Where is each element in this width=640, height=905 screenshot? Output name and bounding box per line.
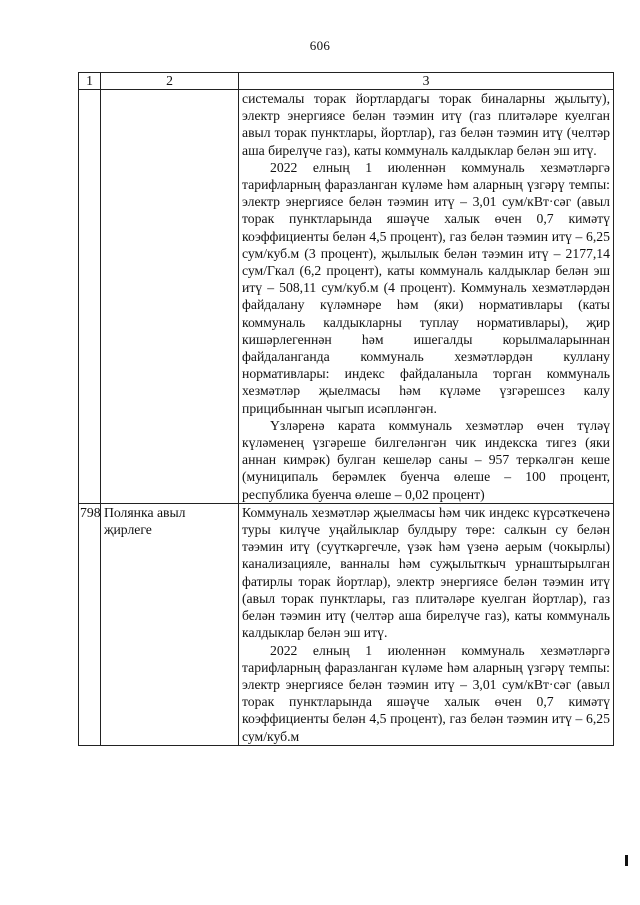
table-row bbox=[79, 503, 614, 745]
paragraph: системалы торак йортлардагы торак биналарны җылыту), электр энергиясе белән тәэмин итү (газ плитәләре куелган авыл торак пунктлары, йортлар), газ белән тәэмин итү (челтәр аша бирелүче газ), каты коммуналь калдыклар белән эш итү. bbox=[242, 91, 610, 158]
margin-mark bbox=[625, 855, 628, 866]
column-header: 3 bbox=[239, 73, 614, 90]
column-header: 2 bbox=[101, 73, 239, 90]
settlement-name-cell bbox=[101, 90, 239, 504]
table-row bbox=[79, 90, 614, 504]
paragraph: 2022 елның 1 июленнән коммуналь хезмәтләргә тарифларның фаразланган күләме һәм аларның үзгәрү темпы: электр энергиясе белән тәэмин итү – 3,01 сум/кВт·сәг (авыл торак пунктларында яшәүче халык өчен 0,7 кимәтү коэффициенты белән 4,5 процент), газ белән тәэмин итү – 6,25 сум/куб.м (3 процент), җылылык белән тәэмин итү – 2177,14 сум/Гкал (6,2 процент), каты коммуналь калдыклар белән эш итү – 508,11 сум/куб.м (4 процент). Коммуналь хезмәтләрдән файдалану күләмнәре һәм (яки) нормативлары (каты коммуналь калдыкларны туплау нормативлары), җир кишәрлегеннән һәм ишегалды корылмаларыннан файдаланганда коммуналь хезмәтләрдән куллану нормативлары: индекс файдаланыла торган коммуналь хезмәтләр җыелмасы һәм күләме үзгәрешсез калу прицибыннан чыгып исәпләнгән. bbox=[242, 159, 610, 416]
row-number-cell: 798 bbox=[79, 503, 101, 745]
page-number: 606 bbox=[309, 38, 331, 53]
settlement-name-cell: Полянка авыл җирлеге bbox=[101, 503, 239, 745]
paragraph: Коммуналь хезмәтләр җыелмасы һәм чик индекс күрсәткеченә туры килүче уңайлыклар булдыру төре: салкын су белән тәэмин итү (суүткәргечле, үзәк һәм үзенә аерым (чокырлы) канализацияле, ванналы һәм суҗылыткыч урнаштырылган фатирлы торак йортлар), электр энергиясе белән тәэмин итү (авыл торак пунктлары, газ плитәләре куелган йортлар), газ белән тәэмин итү (челтәр аша бирелүче газ), каты коммуналь калдыклар белән эш итү. bbox=[242, 504, 610, 641]
row-number-cell bbox=[79, 90, 101, 504]
paragraph: 2022 елның 1 июленнән коммуналь хезмәтләргә тарифларның фаразланган күләме һәм аларның үзгәрү темпы: электр энергиясе белән тәэмин итү – 3,01 сум/кВт·сәг (авыл торак пунктларында яшәүче халык өчен 0,7 кимәтү коэффициенты белән 4,5 процент), газ белән тәэмин итү – 6,25 сум/куб.м bbox=[242, 642, 610, 744]
paragraph: Үзләренә карата коммуналь хезмәтләр өчен түләү күләменең үзгәреше билгеләнгән чик индекска тигез (яки аннан кимрәк) булган кешеләр саны – 957 теркәлгән кеше (муниципаль берәмлек буенча өлеше – 100 процент, республика буенча өлеше – 0,02 процент) bbox=[242, 417, 610, 502]
table-header-row bbox=[79, 73, 614, 90]
description-cell bbox=[239, 503, 614, 745]
column-header: 1 bbox=[79, 73, 101, 90]
data-table bbox=[78, 72, 614, 746]
description-cell bbox=[239, 90, 614, 504]
